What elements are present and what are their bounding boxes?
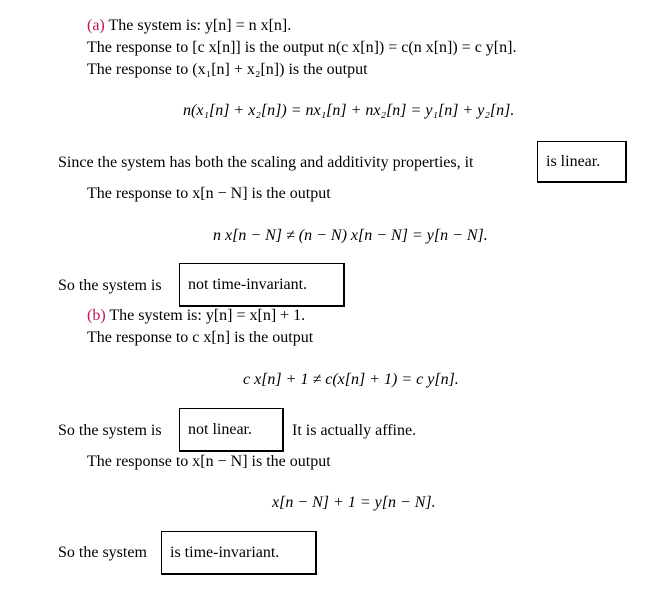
part-a-ti-text: So the system is bbox=[58, 277, 162, 294]
part-b-scaling-equation: c x[n] + 1 ≠ c(x[n] + 1) = c y[n]. bbox=[243, 371, 459, 388]
part-b-linear-text: So the system is bbox=[58, 422, 162, 439]
part-b-shift: The response to x[n − N] is the output bbox=[87, 453, 331, 470]
part-a-ti-answer-box bbox=[179, 263, 345, 307]
part-a-additivity: The response to (x₁[n] + x₂[n]) is the output bbox=[87, 61, 368, 78]
part-a-linear-answer: is linear. bbox=[546, 152, 601, 170]
part-b-intro: The system is: y[n] = x[n] + 1. bbox=[109, 307, 306, 324]
part-b-shift-equation: x[n − N] + 1 = y[n − N]. bbox=[272, 494, 436, 511]
part-b-ti-answer-box bbox=[161, 531, 317, 575]
part-b-ti-text: So the system bbox=[58, 544, 147, 561]
part-a-intro: The system is: y[n] = n x[n]. bbox=[108, 17, 292, 34]
part-a-intro-line bbox=[87, 16, 291, 36]
part-b-linear-answer-box bbox=[179, 408, 284, 452]
part-b-linear-answer: not linear. bbox=[188, 420, 252, 438]
part-b-intro-line bbox=[87, 306, 305, 326]
part-a-shift: The response to x[n − N] is the output bbox=[87, 185, 331, 202]
part-a-ti-answer: not time-invariant. bbox=[188, 275, 308, 293]
part-a-scaling: The response to [c x[n]] is the output n(c x[n]) = c(n x[n]) = c y[n]. bbox=[87, 39, 517, 56]
part-a-shift-equation: n x[n − N] ≠ (n − N) x[n − N] = y[n − N]. bbox=[213, 227, 488, 244]
part-b-scaling: The response to c x[n] is the output bbox=[87, 329, 314, 346]
part-a-label: (a) bbox=[87, 17, 105, 34]
part-a-linear-answer-box bbox=[537, 141, 627, 183]
part-a-additivity-equation: n(x₁[n] + x₂[n]) = nx₁[n] + nx₂[n] = y₁[n] + y₂[n]. bbox=[183, 102, 515, 119]
part-b-label: (b) bbox=[87, 307, 106, 324]
part-b-ti-answer: is time-invariant. bbox=[170, 543, 280, 561]
part-b-affine-note: It is actually affine. bbox=[292, 422, 417, 439]
part-a-linear-text: Since the system has both the scaling and additivity properties, it bbox=[58, 154, 474, 171]
